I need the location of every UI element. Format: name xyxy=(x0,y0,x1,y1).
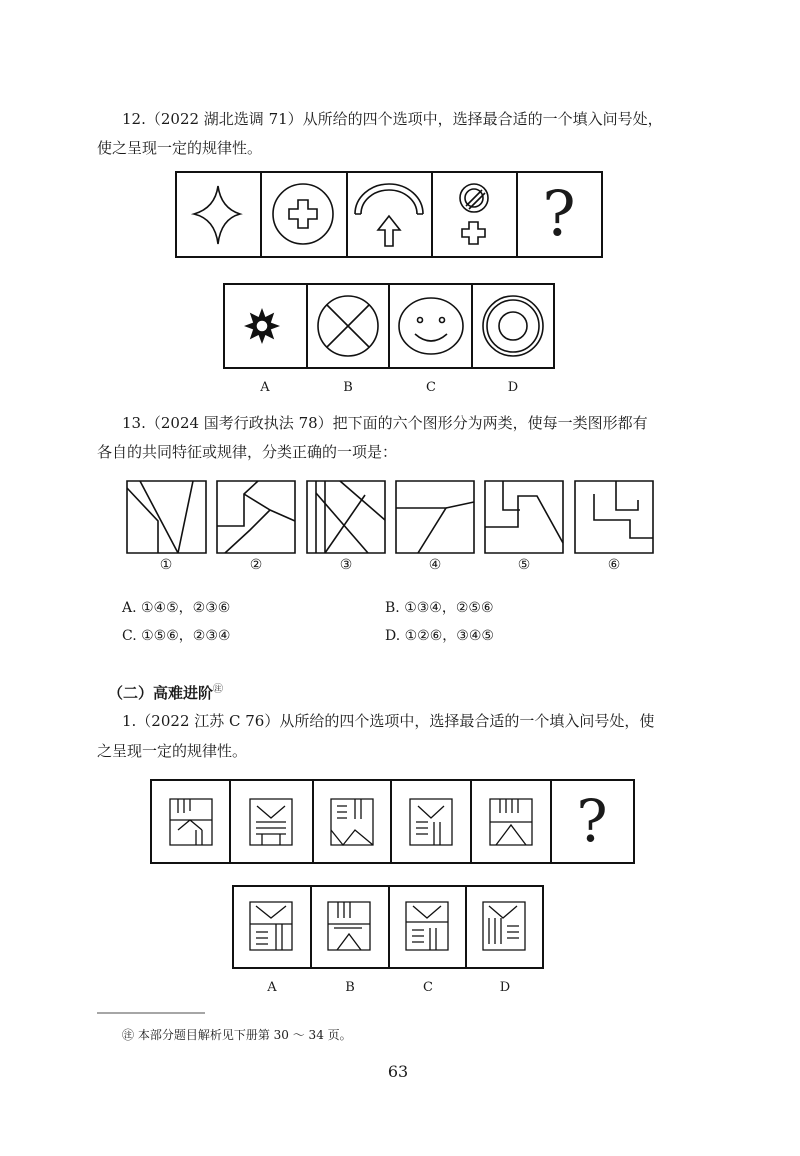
q12-stem-line2: 使之呈现一定的规律性。 xyxy=(97,139,263,157)
q13-figure-6 xyxy=(575,481,653,553)
q1-label-b: B xyxy=(345,980,355,995)
q1-label-d: D xyxy=(499,980,511,995)
sun-icon xyxy=(246,310,278,342)
q13-stem-line2: 各自的共同特征或规律，分类正确的一项是： xyxy=(97,443,398,461)
smiley-icon xyxy=(399,298,463,354)
page-number: 63 xyxy=(387,1062,409,1081)
q1-option-figures xyxy=(250,902,525,950)
q1-label-a: A xyxy=(267,980,277,995)
q1-options-row xyxy=(233,886,543,968)
q12-label-c: C xyxy=(426,380,436,395)
q1-stem-line1: 1.（2022 江苏 C 76）从所给的四个选项中，选择最合适的一个填入问号处，使 xyxy=(122,712,655,730)
footnote-mark: ㊟ xyxy=(122,1028,135,1042)
q1-pattern-figures xyxy=(170,799,532,845)
q13-figure-label-6: ⑥ xyxy=(607,557,621,573)
q13-option-c[interactable]: C. ①⑤⑥，②③④ xyxy=(122,628,231,644)
q1-stem-line2: 之呈现一定的规律性。 xyxy=(97,742,248,760)
section-title xyxy=(108,680,223,703)
prohibit-plus-icon xyxy=(460,184,488,244)
q13-option-b[interactable]: B. ①③④，②⑤⑥ xyxy=(385,600,494,616)
section-note-mark: ㊟ xyxy=(213,684,224,695)
q13-figure-label-3: ③ xyxy=(339,557,353,573)
q12-options-row xyxy=(224,284,554,368)
q12-label-d: D xyxy=(507,380,519,395)
q13-figures xyxy=(127,481,653,553)
q12-label-a: A xyxy=(260,380,270,395)
q12-stem-line1: 12.（2022 湖北选调 71）从所给的四个选项中，选择最合适的一个填入问号处， xyxy=(122,110,663,128)
q13-figure-label-5: ⑤ xyxy=(517,557,531,573)
concentric-circles-icon xyxy=(483,296,543,356)
q13-figure-1 xyxy=(127,481,206,553)
q13-stem-line1: 13.（2024 国考行政执法 78）把下面的六个图形分为两类，使每一类图形都有 xyxy=(122,414,648,432)
q13-figure-label-1: ① xyxy=(159,557,173,573)
q13-option-d[interactable]: D. ①②⑥，③④⑤ xyxy=(385,628,494,644)
q13-figure-3 xyxy=(307,481,385,553)
q13-figure-2 xyxy=(217,481,295,553)
q12-label-b: B xyxy=(343,380,353,395)
footnote-text: 本部分题目解析见下册第 30 ～ 34 页。 xyxy=(137,1028,352,1042)
circle-x-icon xyxy=(318,296,378,356)
star-icon xyxy=(194,186,240,244)
q1-label-c: C xyxy=(423,980,433,995)
q13-option-a[interactable]: A. ①④⑤，②③⑥ xyxy=(122,600,231,616)
q13-figure-5 xyxy=(485,481,563,553)
circle-plus-icon xyxy=(273,184,333,244)
q1-question-mark: ? xyxy=(576,787,608,855)
section-title-text: （二）高难进阶 xyxy=(108,684,214,702)
q13-figure-label-4: ④ xyxy=(428,557,442,573)
arc-arrow-icon xyxy=(355,184,423,246)
q12-question-mark: ? xyxy=(542,177,576,250)
footnote xyxy=(122,1026,352,1043)
q13-figure-label-2: ② xyxy=(249,557,263,573)
q13-figure-4 xyxy=(396,481,474,553)
